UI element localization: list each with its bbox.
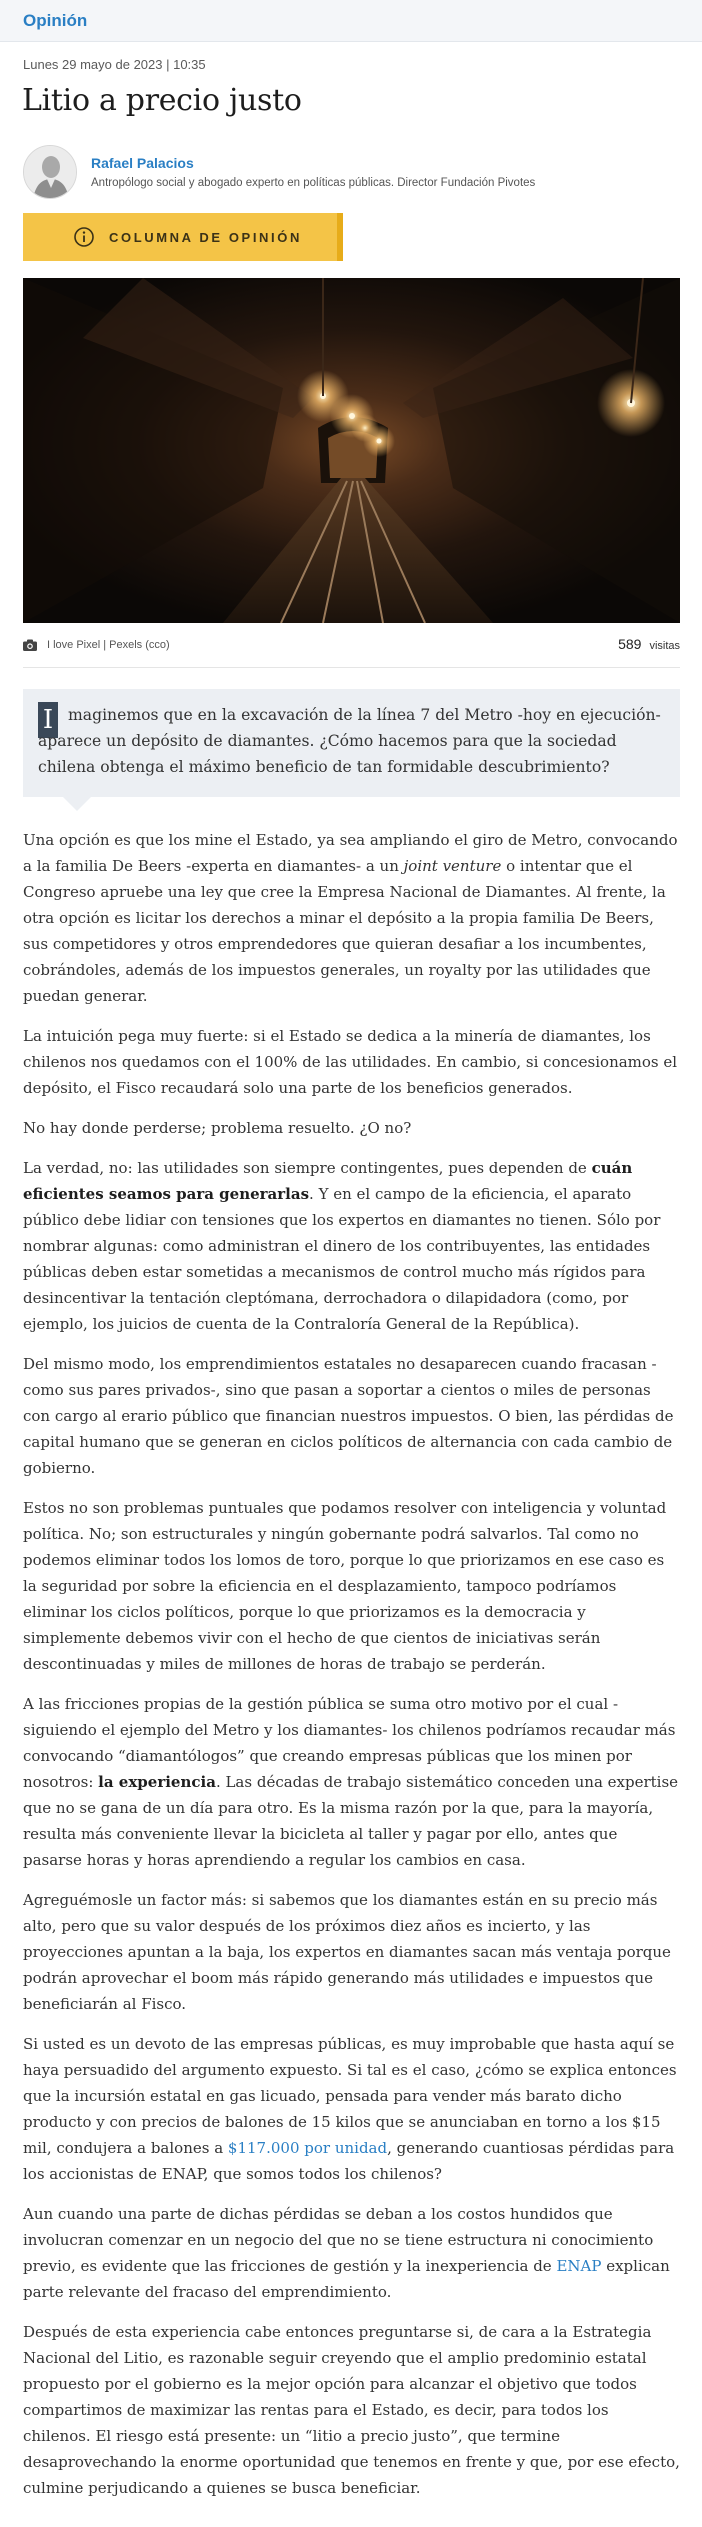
views-counter	[618, 636, 680, 652]
article-image	[23, 278, 680, 623]
section-link-opinion[interactable]: Opinión	[23, 11, 88, 30]
divider	[23, 667, 680, 668]
badge-label: COLUMNA DE OPINIÓN	[109, 229, 302, 245]
camera-icon	[23, 639, 37, 651]
section-header	[0, 0, 702, 42]
lead-dropcap: I	[38, 702, 58, 738]
paragraph: Si usted es un devoto de las empresas públicas, es muy improbable que hasta aquí se haya persuadido del argumento expuesto. Si tal es el caso, ¿cómo se explica entonces que la incursión estatal en gas licuado, pensada para vender más barato dicho producto y con precios de balones de 15 kilos que se anunciaban en torno a los $15 mil, condujera a balones a $117.000 por unidad, generando cuantiosas pérdidas para los accionistas de ENAP, que somos todos los chilenos?	[23, 2035, 677, 2183]
paragraph: Aun cuando una parte de dichas pérdidas se deban a los costos hundidos que involucran comenzar en un negocio del que no se tiene estructura ni conocimiento previo, es evidente que las fricciones de gestión y la inexperiencia de ENAP explican parte relevante del fracaso del emprendimiento.	[23, 2205, 670, 2301]
price-link[interactable]: $117.000 por unidad	[227, 2139, 388, 2157]
paragraph: No hay donde perderse; problema resuelto. ¿O no?	[23, 1119, 412, 1137]
opinion-column-badge	[23, 213, 343, 261]
paragraph: La intuición pega muy fuerte: si el Estado se dedica a la minería de diamantes, los chilenos nos quedamos con el 100% de las utilidades. En cambio, si concesionamos el depósito, el Fisco recaudará solo una parte de los beneficios generados.	[23, 1027, 678, 1097]
views-label: visitas	[649, 640, 680, 652]
paragraph: Después de esta experiencia cabe entonces preguntarse si, de cara a la Estrategia Nacional del Litio, es razonable seguir creyendo que el amplio predominio estatal propuesto por el gobierno es la mejor opción para alcanzar el objetivo que todos compartimos de maximizar las rentas para el Estado, es decir, para todos los chilenos. El riesgo está presente: un “litio a precio justo”, que termine desaprovechando la enorme oportunidad que tenemos en frente y que, por ese efecto, culmine perjudicando a quienes se busca beneficiar.	[23, 2323, 680, 2497]
bold-phrase: cuán eficientes seamos para generarlas	[23, 1159, 633, 1203]
author-name-link[interactable]: Rafael Palacios	[91, 155, 194, 171]
bold-phrase: la experiencia	[98, 1773, 216, 1791]
image-caption-row	[23, 636, 680, 656]
enap-link[interactable]: ENAP	[556, 2257, 602, 2275]
emphasis: joint venture	[403, 857, 502, 875]
article-body	[23, 827, 680, 2515]
lead-text: maginemos que en la excavación de la línea 7 del Metro -hoy en ejecución- aparece un depósito de diamantes. ¿Cómo hacemos para que la sociedad chilena obtenga el máximo beneficio de tan formidable descubrimiento?	[38, 706, 661, 776]
info-circle-icon	[73, 226, 95, 248]
author-bio: Antropólogo social y abogado experto en políticas públicas. Director Fundación Pivotes	[91, 177, 536, 189]
author-avatar[interactable]	[23, 145, 77, 199]
paragraph: A las fricciones propias de la gestión pública se suma otro motivo por el cual -siguiendo el ejemplo del Metro y los diamantes- los chilenos podríamos recaudar más convocando “diamantólogos” que creando empresas públicas que los minen por nosotros: la experiencia. Las décadas de trabajo sistemático conceden una expertise que no se gana de un día para otro. Es la misma razón por la que, para la mayoría, resulta más conveniente llevar la bicicleta al taller y pagar por ello, antes que pasarse horas y horas aprendiendo a regular los cambios en casa.	[23, 1695, 679, 1869]
article-date: Lunes 29 mayo de 2023 | 10:35	[23, 57, 206, 72]
views-count: 589	[618, 636, 642, 652]
paragraph: Una opción es que los mine el Estado, ya sea ampliando el giro de Metro, convocando a la familia De Beers -experta en diamantes- a un joint venture o intentar que el Congreso apruebe una ley que cree la Empresa Nacional de Diamantes. Al frente, la otra opción es licitar los derechos a minar el depósito a la propia familia De Beers, sus competidores y otros emprendedores que quieran desafiar a los incumbentes, cobrándoles, además de los impuestos generales, un royalty por las utilidades que puedan generar.	[23, 831, 678, 1005]
paragraph: Estos no son problemas puntuales que podamos resolver con inteligencia y voluntad política. No; son estructurales y ningún gobernante podrá salvarlos. Tal como no podemos eliminar todos los lomos de toro, porque lo que priorizamos en ese caso es la seguridad por sobre la eficiencia en el desplazamiento, tampoco podríamos eliminar los ciclos políticos, porque lo que priorizamos es la democracia y simplemente debemos vivir con el hecho de que cientos de iniciativas serán descontinuadas y miles de millones de horas de trabajo se perderán.	[23, 1499, 667, 1673]
author-block	[23, 145, 683, 203]
paragraph: Del mismo modo, los emprendimientos estatales no desaparecen cuando fracasan -como sus pares privados-, sino que pasan a soportar a cientos o miles de personas con cargo al erario público que financian nuestros impuestos. O bien, las pérdidas de capital humano que se generan en ciclos políticos de alternancia con cada cambio de gobierno.	[23, 1355, 674, 1477]
paragraph: La verdad, no: las utilidades son siempre contingentes, pues dependen de cuán eficientes seamos para generarlas. Y en el campo de la eficiencia, el aparato público debe lidiar con tensiones que los expertos en diamantes no tienen. Sólo por nombrar algunas: como administran el dinero de los contribuyentes, las entidades públicas deben estar sometidas a mecanismos de control mucho más rígidos para desincentivar la tentación cleptómana, derrochadora o dilapidadora (como, por ejemplo, los juicios de cuenta de la Contraloría General de la República).	[23, 1159, 661, 1333]
paragraph: Agreguémosle un factor más: si sabemos que los diamantes están en su precio más alto, pero que su valor después de los próximos diez años es incierto, y las proyecciones apuntan a la baja, los expertos en diamantes sacan más ventaja porque podrán aprovechar el boom más rápido generando más utilidades e impuestos que beneficiarán al Fisco.	[23, 1891, 671, 2013]
lead-box	[23, 689, 680, 797]
article-title: Litio a precio justo	[22, 83, 302, 118]
image-credit: I love Pixel | Pexels (cco)	[47, 639, 170, 651]
